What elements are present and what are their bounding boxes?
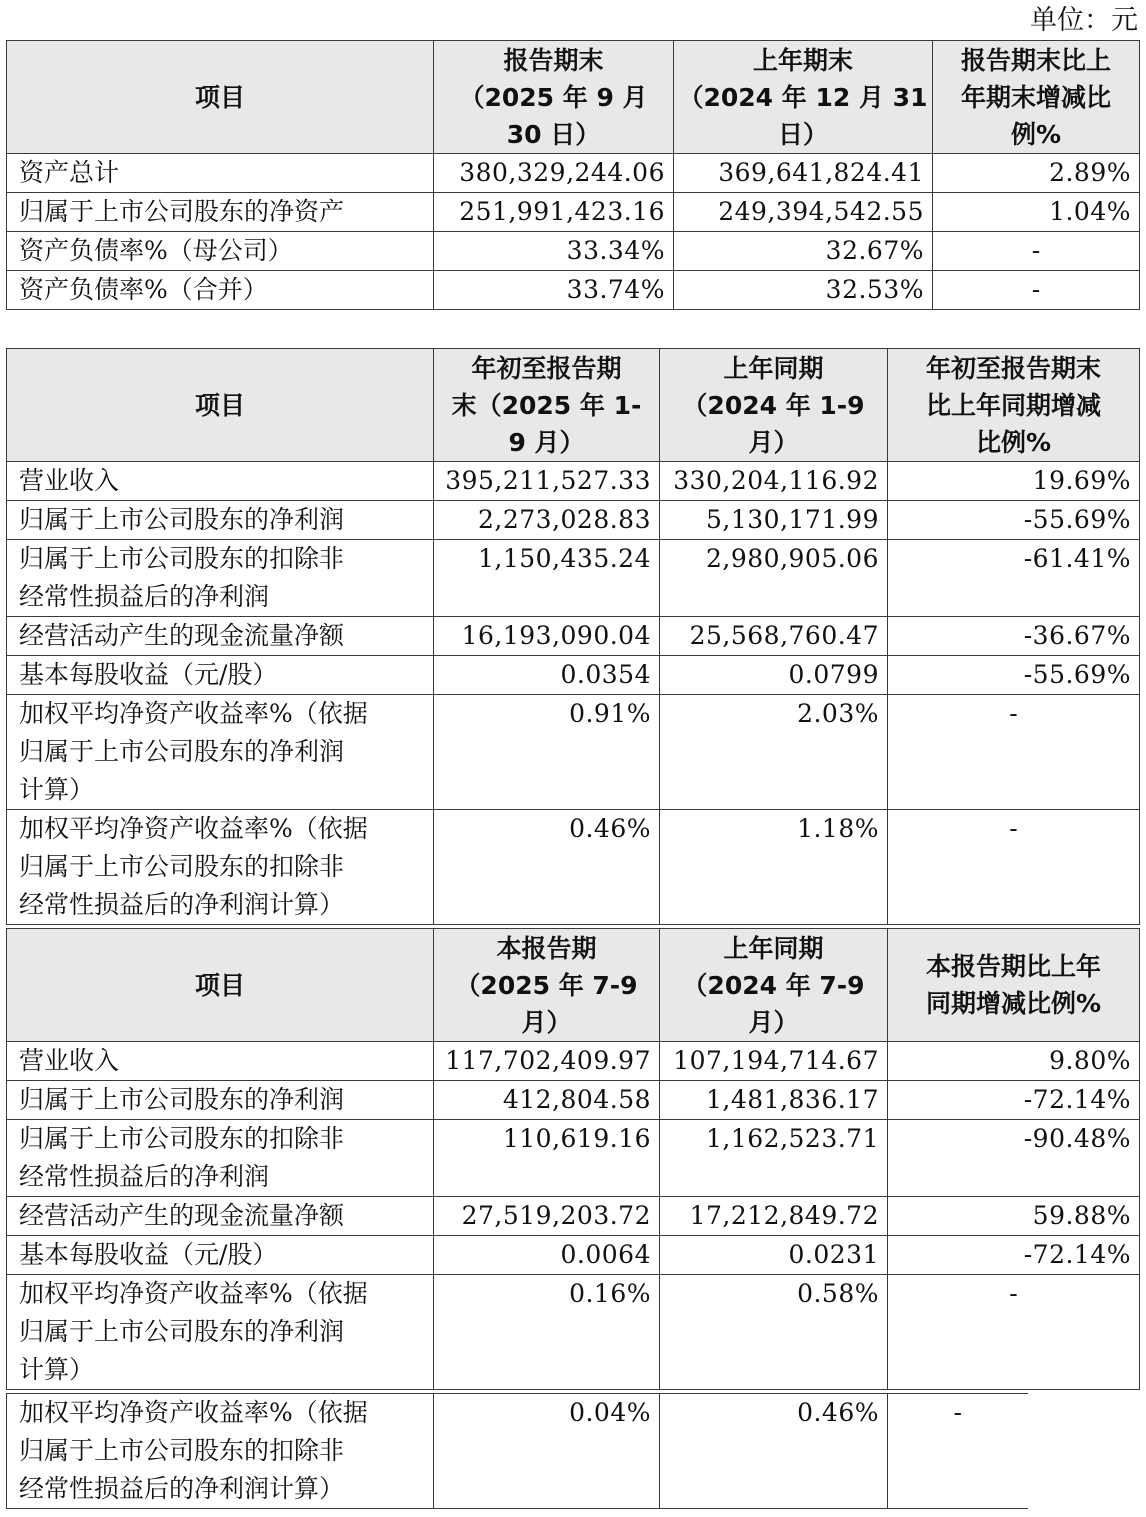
header-item: 项目 (7, 349, 434, 462)
cell-current: 0.16% (434, 1275, 660, 1390)
cell-current: 0.91% (434, 695, 660, 810)
row-label: 基本每股收益（元/股） (7, 1236, 434, 1275)
row-label: 归属于上市公司股东的净资产 (7, 193, 434, 232)
cell-change: - (888, 1394, 1028, 1509)
cell-change: 2.89% (933, 154, 1140, 193)
cell-current: 2,273,028.83 (434, 501, 660, 540)
cell-current: 395,211,527.33 (434, 462, 660, 501)
row-label: 营业收入 (7, 1042, 434, 1081)
cell-prior: 330,204,116.92 (660, 462, 888, 501)
row-label: 基本每股收益（元/股） (7, 656, 434, 695)
cell-prior: 2,980,905.06 (660, 540, 888, 617)
row-label: 资产总计 (7, 154, 434, 193)
cell-current: 1,150,435.24 (434, 540, 660, 617)
table-row (7, 1275, 1140, 1390)
header-change-pct: 本报告期比上年 同期增减比例% (888, 929, 1140, 1042)
cell-current: 110,619.16 (434, 1120, 660, 1197)
cell-prior: 1,162,523.71 (660, 1120, 888, 1197)
cell-current: 16,193,090.04 (434, 617, 660, 656)
cell-prior: 1.18% (660, 810, 888, 925)
header-item: 项目 (7, 929, 434, 1042)
cell-prior: 1,481,836.17 (660, 1081, 888, 1120)
cell-prior: 32.67% (674, 232, 933, 271)
header-ytd: 年初至报告期 末（2025 年 1- 9 月） (434, 349, 660, 462)
cell-prior: 32.53% (674, 271, 933, 310)
header-prior-year-end: 上年期末 （2024 年 12 月 31 日） (674, 41, 933, 154)
row-label: 营业收入 (7, 462, 434, 501)
cell-prior: 0.0231 (660, 1236, 888, 1275)
table-row (7, 810, 1140, 925)
row-label: 加权平均净资产收益率%（依据 归属于上市公司股东的扣除非 经常性损益后的净利润计算） (7, 810, 434, 925)
cell-current: 0.04% (434, 1394, 660, 1509)
cell-prior: 0.46% (660, 1394, 888, 1509)
cell-prior: 0.0799 (660, 656, 888, 695)
balance-table (6, 40, 1140, 310)
table-row (7, 1197, 1140, 1236)
table-header-row (7, 929, 1140, 1042)
table-row (7, 1120, 1140, 1197)
cell-change: - (888, 810, 1140, 925)
cell-change: 9.80% (888, 1042, 1140, 1081)
cell-change: -55.69% (888, 501, 1140, 540)
cell-current: 251,991,423.16 (434, 193, 674, 232)
header-change-pct: 报告期末比上 年期末增减比 例% (933, 41, 1140, 154)
quarter-table-continued (6, 1393, 1028, 1509)
ytd-table (6, 348, 1140, 925)
cell-change: -90.48% (888, 1120, 1140, 1197)
header-current-quarter: 本报告期 （2025 年 7-9 月） (434, 929, 660, 1042)
row-label: 经营活动产生的现金流量净额 (7, 1197, 434, 1236)
cell-change: -72.14% (888, 1236, 1140, 1275)
row-label: 资产负债率%（母公司） (7, 232, 434, 271)
cell-change: - (888, 695, 1140, 810)
table-row (7, 1042, 1140, 1081)
cell-change: -72.14% (888, 1081, 1140, 1120)
header-item: 项目 (7, 41, 434, 154)
quarter-table (6, 928, 1140, 1390)
row-label: 归属于上市公司股东的扣除非 经常性损益后的净利润 (7, 1120, 434, 1197)
table-row (7, 656, 1140, 695)
cell-current: 27,519,203.72 (434, 1197, 660, 1236)
row-label: 归属于上市公司股东的净利润 (7, 501, 434, 540)
cell-change: - (888, 1275, 1140, 1390)
row-label: 加权平均净资产收益率%（依据 归属于上市公司股东的净利润 计算） (7, 1275, 434, 1390)
cell-prior: 369,641,824.41 (674, 154, 933, 193)
table-row (7, 271, 1140, 310)
header-prior-quarter: 上年同期 （2024 年 7-9 月） (660, 929, 888, 1042)
header-prior-ytd: 上年同期 （2024 年 1-9 月） (660, 349, 888, 462)
header-change-pct: 年初至报告期末 比上年同期增减 比例% (888, 349, 1140, 462)
cell-current: 380,329,244.06 (434, 154, 674, 193)
table-row (7, 232, 1140, 271)
cell-change: - (933, 271, 1140, 310)
row-label: 经营活动产生的现金流量净额 (7, 617, 434, 656)
cell-prior: 0.58% (660, 1275, 888, 1390)
cell-prior: 17,212,849.72 (660, 1197, 888, 1236)
cell-change: 1.04% (933, 193, 1140, 232)
table-row (7, 1236, 1140, 1275)
row-label: 加权平均净资产收益率%（依据 归属于上市公司股东的扣除非 经常性损益后的净利润计算） (7, 1394, 434, 1509)
table-header-row (7, 41, 1140, 154)
cell-current: 33.74% (434, 271, 674, 310)
cell-change: -61.41% (888, 540, 1140, 617)
table-row (7, 193, 1140, 232)
cell-change: - (933, 232, 1140, 271)
table-row (7, 1394, 1028, 1509)
table-row (7, 540, 1140, 617)
cell-current: 117,702,409.97 (434, 1042, 660, 1081)
table-row (7, 154, 1140, 193)
table-row (7, 617, 1140, 656)
row-label: 归属于上市公司股东的净利润 (7, 1081, 434, 1120)
cell-change: 59.88% (888, 1197, 1140, 1236)
cell-prior: 249,394,542.55 (674, 193, 933, 232)
header-period-end: 报告期末 （2025 年 9 月 30 日） (434, 41, 674, 154)
cell-current: 0.0354 (434, 656, 660, 695)
cell-prior: 25,568,760.47 (660, 617, 888, 656)
cell-current: 33.34% (434, 232, 674, 271)
cell-current: 412,804.58 (434, 1081, 660, 1120)
table-row (7, 1081, 1140, 1120)
cell-change: -55.69% (888, 656, 1140, 695)
cell-prior: 5,130,171.99 (660, 501, 888, 540)
row-label: 资产负债率%（合并） (7, 271, 434, 310)
table-row (7, 501, 1140, 540)
cell-change: -36.67% (888, 617, 1140, 656)
cell-current: 0.46% (434, 810, 660, 925)
table-header-row (7, 349, 1140, 462)
row-label: 归属于上市公司股东的扣除非 经常性损益后的净利润 (7, 540, 434, 617)
cell-prior: 2.03% (660, 695, 888, 810)
table-row (7, 695, 1140, 810)
unit-label: 单位：元 (1030, 5, 1138, 36)
cell-prior: 107,194,714.67 (660, 1042, 888, 1081)
table-row (7, 462, 1140, 501)
cell-current: 0.0064 (434, 1236, 660, 1275)
row-label: 加权平均净资产收益率%（依据 归属于上市公司股东的净利润 计算） (7, 695, 434, 810)
cell-change: 19.69% (888, 462, 1140, 501)
